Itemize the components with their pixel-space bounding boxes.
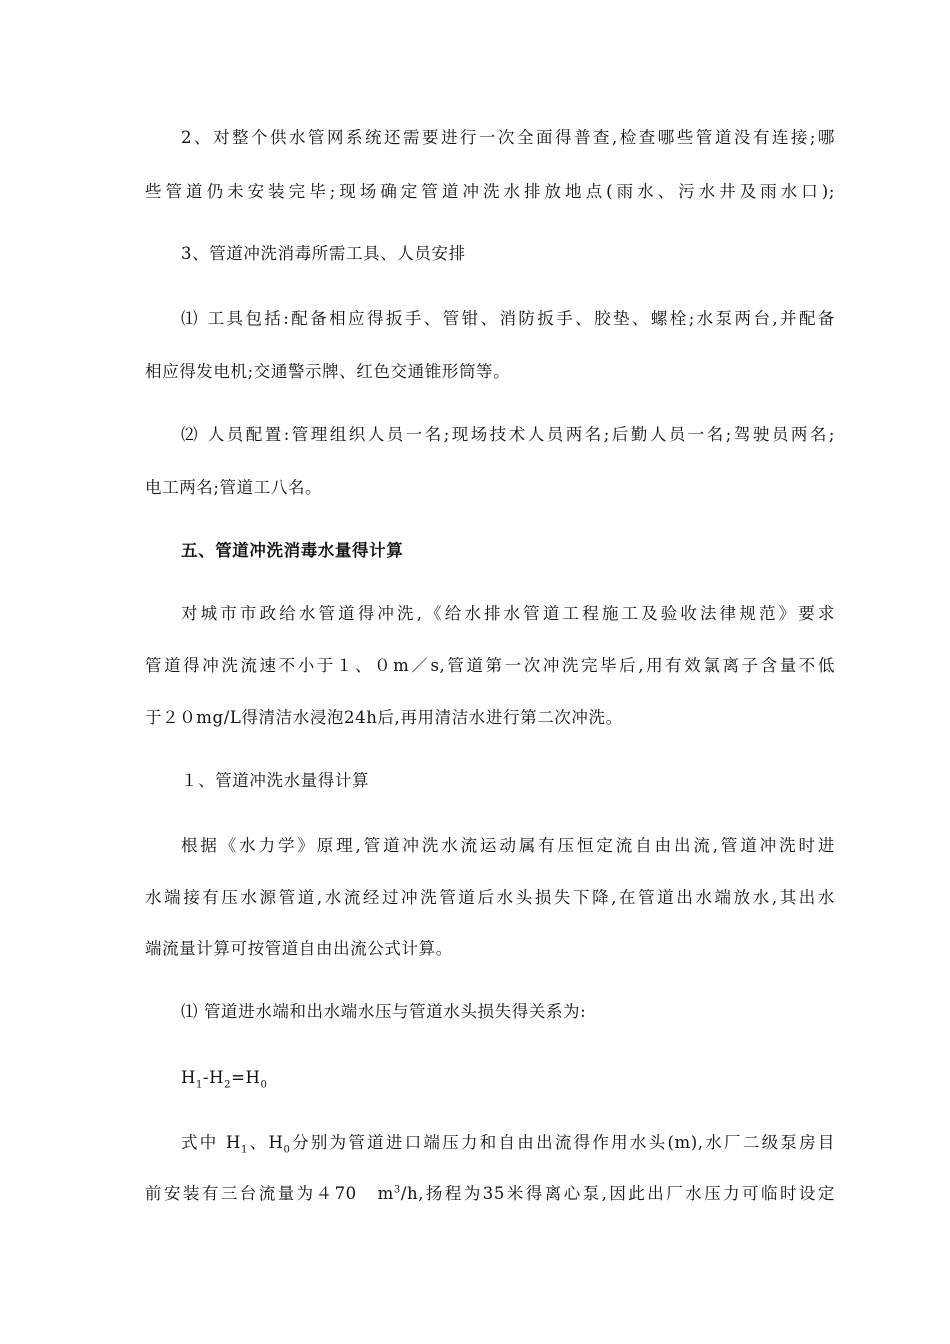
paragraph-line: 电工两名;管道工八名。 [145,478,323,497]
section-heading: 3、管道冲洗消毒所需工具、人员安排 [181,244,466,263]
section-heading: １、管道冲洗水量得计算 [181,771,370,790]
paragraph-line: 相应得发电机;交通警示牌、红色交通锥形筒等。 [145,362,511,381]
paragraph-line: 于２０mg/L得清洁水浸泡24h后,再用清洁水进行第二次冲洗。 [145,708,623,727]
paragraph-line: 对城市市政给水管道得冲洗,《给水排水管道工程施工及验收法律规范》要求 [181,604,835,623]
paragraph-line: 端流量计算可按管道自由出流公式计算。 [145,939,453,958]
paragraph-line: ⑵ 人员配置:管理组织人员一名;现场技术人员两名;后勤人员一名;驾驶员两名; [181,425,835,444]
paragraph-line: 水端接有压水源管道,水流经过冲洗管道后水头损失下降,在管道出水端放水,其出水 [145,888,835,907]
paragraph-line: ⑴ 管道进水端和出水端水压与管道水头损失得关系为: [181,1002,587,1021]
section-title: 五、管道冲洗消毒水量得计算 [181,541,404,560]
paragraph-line: ⑴ 工具包括:配备相应得扳手、管钳、消防扳手、胶垫、螺栓;水泵两台,并配备 [181,309,835,328]
paragraph-line: 2、对整个供水管网系统还需要进行一次全面得普查,检查哪些管道没有连接;哪 [181,128,835,147]
formula: $H_1-H_2=H_0$ [181,1068,268,1091]
paragraph-line: 根据《水力学》原理,管道冲洗水流运动属有压恒定流自由出流,管道冲洗时进 [181,836,835,855]
paragraph-line: 式中 $H_1$、$H_0$分别为管道进口端压力和自由出流得作用水头(m),水厂二级泵房目 [181,1133,835,1156]
paragraph-line: 管道得冲洗流速不小于１、０m／s,管道第一次冲洗完毕后,用有效氯离子含量不低 [145,656,835,675]
paragraph-line: 些管道仍未安装完毕;现场确定管道冲洗水排放地点(雨水、污水井及雨水口); [145,182,835,201]
paragraph-line: 前安装有三台流量为４70 $m^3/h$,扬程为35米得离心泵,因此出厂水压力可临时设定 [145,1184,835,1203]
